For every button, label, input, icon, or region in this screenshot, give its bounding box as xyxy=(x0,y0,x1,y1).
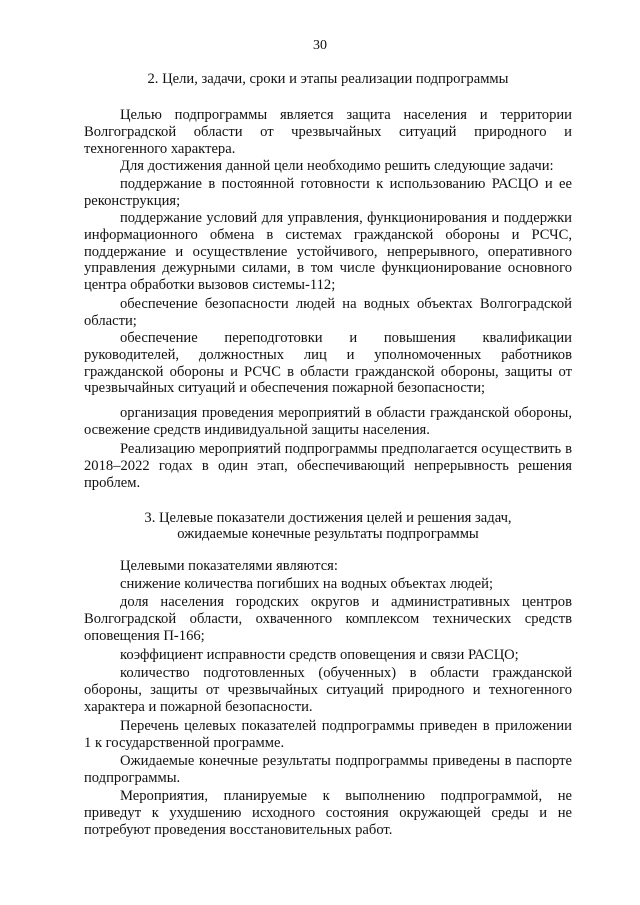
section-3-paragraph-6: Перечень целевых показателей подпрограммы приведен в приложении 1 к государственной программе. xyxy=(84,718,572,751)
section-2-paragraph-1: Целью подпрограммы является защита населения и территории Волгоградской области от чрезвычайных ситуаций природного и техногенного характера. xyxy=(84,107,572,157)
section-2-paragraph-7: организация проведения мероприятий в области гражданской обороны, освежение средств индивидуальной защиты населения. xyxy=(84,405,572,438)
section-2-paragraph-8: Реализацию мероприятий подпрограммы предполагается осуществить в 2018–2022 годах в один этап, обеспечивающий непрерывность решения проблем. xyxy=(84,441,572,491)
section-3-paragraph-1: Целевыми показателями являются: xyxy=(120,558,338,574)
section-3-paragraph-5: количество подготовленных (обученных) в области гражданской обороны, защиты от чрезвычайных ситуаций природного и техногенного характера и пожарной безопасности. xyxy=(84,665,572,715)
section-2-paragraph-3: поддержание в постоянной готовности к использованию РАСЦО и ее реконструкция; xyxy=(84,176,572,209)
page-number: 30 xyxy=(313,38,327,53)
section-3-heading-line-2: ожидаемые конечные результаты подпрограммы xyxy=(177,526,479,542)
section-2-paragraph-2: Для достижения данной цели необходимо решить следующие задачи: xyxy=(120,158,554,174)
section-3-paragraph-2: снижение количества погибших на водных объектах людей; xyxy=(120,576,493,592)
section-2-heading: 2. Цели, задачи, сроки и этапы реализации подпрограммы xyxy=(147,71,509,87)
section-3-paragraph-3: доля населения городских округов и административных центров Волгоградской области, охваченного комплексом технических средств оповещения П-166; xyxy=(84,594,572,644)
section-2-paragraph-4: поддержание условий для управления, функционирования и поддержки информационного обмена в системах гражданской обороны и РСЧС, поддержание и осуществление устойчивого, непрерывного, оперативного управления дежурными силами, в том числе функционирование основного центра обработки вызовов системы-112; xyxy=(84,210,572,294)
section-3-paragraph-8: Мероприятия, планируемые к выполнению подпрограммой, не приведут к ухудшению исходного состояния окружающей среды и не потребуют проведения восстановительных работ. xyxy=(84,788,572,838)
section-3-paragraph-7: Ожидаемые конечные результаты подпрограммы приведены в паспорте подпрограммы. xyxy=(84,753,572,786)
section-3-heading-line-1: 3. Целевые показатели достижения целей и решения задач, xyxy=(144,510,512,526)
section-2-paragraph-5: обеспечение безопасности людей на водных объектах Волгоградской области; xyxy=(84,296,572,329)
section-3-paragraph-4: коэффициент исправности средств оповещения и связи РАСЦО; xyxy=(120,647,519,663)
section-2-paragraph-6: обеспечение переподготовки и повышения квалификации руководителей, должностных лиц и уполномоченных работников гражданской обороны и РСЧС в области гражданской обороны, защиты от чрезвычайных ситуаций и обеспечения пожарной безопасности; xyxy=(84,330,572,397)
